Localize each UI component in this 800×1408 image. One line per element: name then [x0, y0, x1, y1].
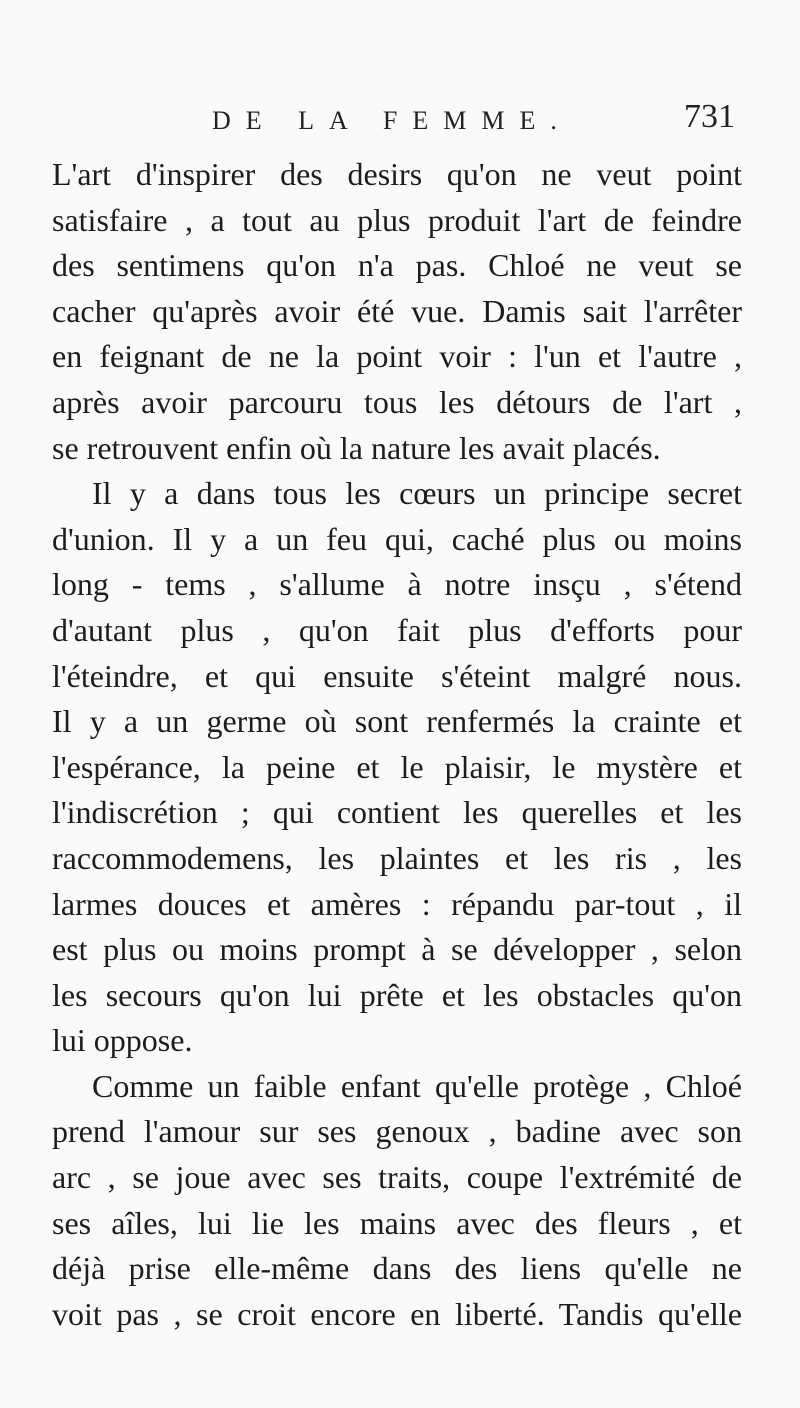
text-line: l'espérance, la peine et le plaisir, le mystère et — [52, 748, 742, 785]
text-line: se retrouvent enfin où la nature les avait placés. — [52, 429, 661, 466]
text-line: les secours qu'on lui prête et les obstacles qu'on — [52, 976, 742, 1013]
text-line: arc , se joue avec ses traits, coupe l'extrémité de — [52, 1159, 742, 1196]
text-line: long - tems , s'allume à notre insçu , s'étend — [52, 566, 742, 603]
text-line: Il y a dans tous les cœurs un principe secret — [92, 475, 742, 512]
text-line: après avoir parcouru tous les détours de l'art , — [52, 383, 742, 420]
text-line: déjà prise elle-même dans des liens qu'elle ne — [52, 1250, 742, 1287]
text-line: larmes douces et amères : répandu par-tout , il — [52, 885, 742, 922]
paragraph-3 — [52, 1064, 742, 1338]
text-line: L'art d'inspirer des desirs qu'on ne veut point — [52, 156, 742, 192]
text-line: cacher qu'après avoir été vue. Damis sait l'arrêter — [52, 292, 742, 329]
text-line: Comme un faible enfant qu'elle protège , Chloé — [92, 1067, 742, 1104]
text-line: lui oppose. — [52, 1022, 193, 1059]
text-line: Il y a un germe où sont renfermés la crainte et — [52, 703, 742, 740]
text-line: d'union. Il y a un feu qui, caché plus ou moins — [52, 520, 742, 557]
page-number: 731 — [684, 98, 735, 135]
text-line: satisfaire , a tout au plus produit l'art de feindre — [52, 201, 742, 238]
text-line: d'autant plus , qu'on fait plus d'efforts pour — [52, 611, 742, 648]
text-line: l'éteindre, et qui ensuite s'éteint malgré nous. — [52, 657, 742, 694]
text-line: en feignant de ne la point voir : l'un et l'autre , — [52, 338, 742, 375]
text-line: est plus ou moins prompt à se développer , selon — [52, 931, 742, 968]
text-line: prend l'amour sur ses genoux , badine avec son — [52, 1113, 742, 1150]
text-line: des sentimens qu'on n'a pas. Chloé ne veut se — [52, 247, 742, 284]
text-line: raccommodemens, les plaintes et les ris , les — [52, 839, 742, 876]
running-title: DE LA FEMME. — [212, 106, 572, 135]
paragraph-2 — [52, 471, 742, 1064]
page-header — [0, 98, 800, 148]
text-line: ses aîles, lui lie les mains avec des fleurs , et — [52, 1204, 742, 1241]
text-line: voit pas , se croit encore en liberté. Tandis qu'elle — [52, 1295, 742, 1332]
body-text — [52, 152, 742, 1337]
paragraph-1 — [52, 152, 742, 471]
text-line: l'indiscrétion ; qui contient les querelles et les — [52, 794, 742, 831]
